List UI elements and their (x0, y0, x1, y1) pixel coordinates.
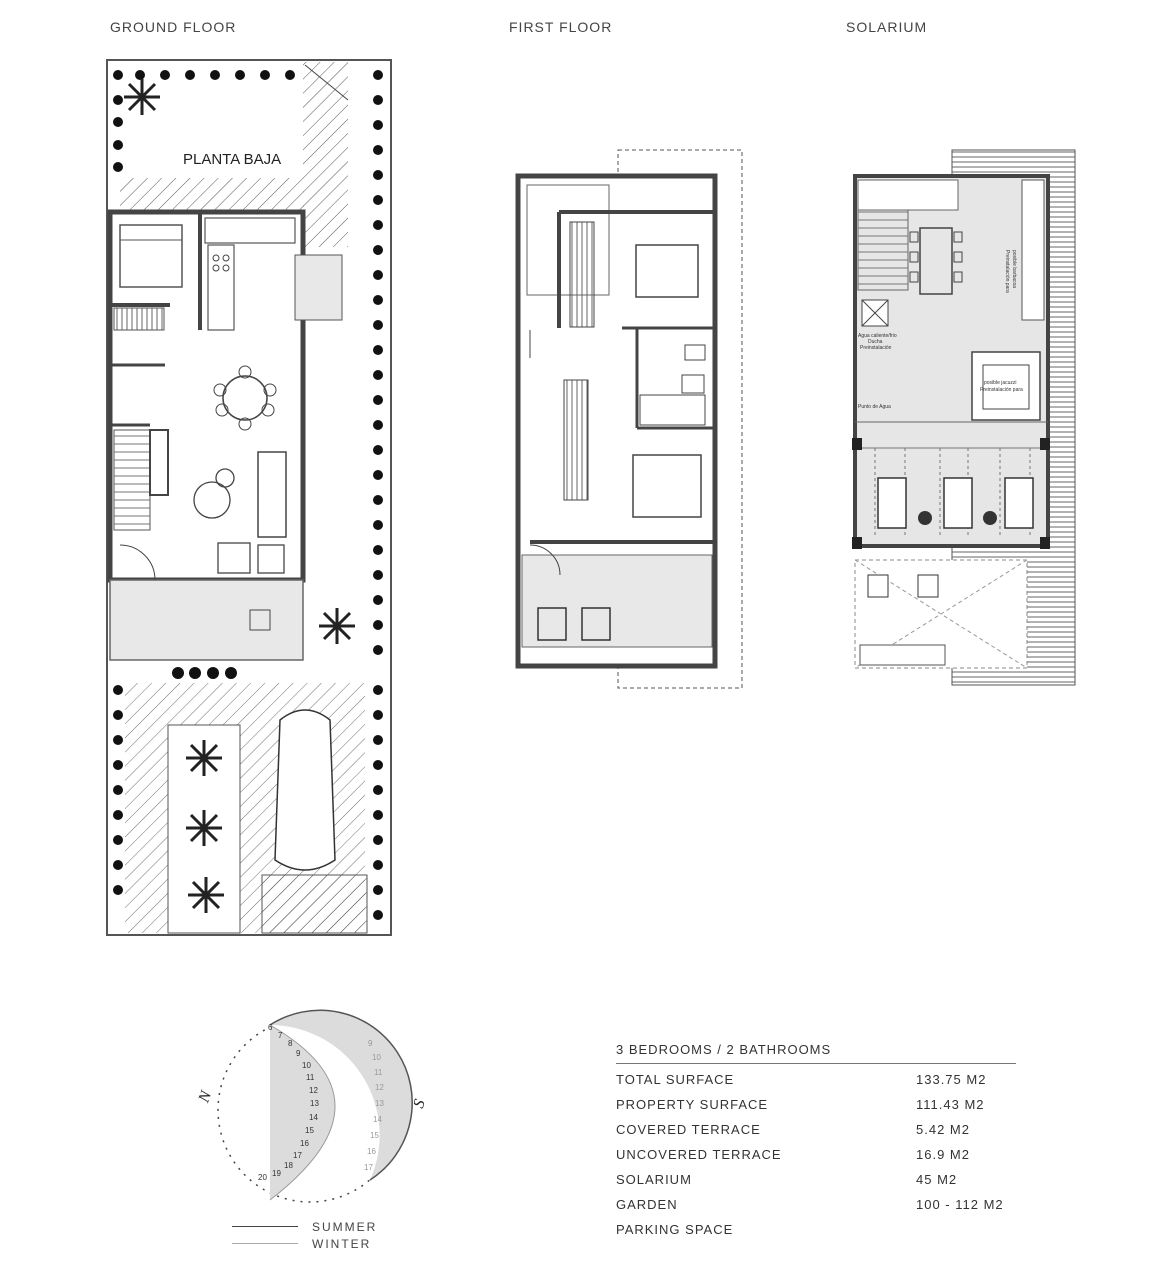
spec-row (616, 1197, 1016, 1222)
svg-text:12: 12 (375, 1083, 384, 1092)
spec-label: PARKING SPACE (616, 1222, 734, 1237)
svg-text:17: 17 (364, 1163, 373, 1172)
spec-label: GARDEN (616, 1197, 678, 1212)
spec-row (616, 1147, 1016, 1172)
svg-text:posible jacuzzi: posible jacuzzi (984, 380, 1017, 386)
svg-text:14: 14 (373, 1115, 382, 1124)
sun-path-diagram (195, 1010, 429, 1202)
specs-heading: 3 BEDROOMS / 2 BATHROOMS (616, 1042, 1016, 1064)
svg-text:Preinstalación para: Preinstalación para (1004, 250, 1010, 293)
south-label: S (410, 1097, 429, 1111)
spec-value (916, 1222, 1016, 1247)
property-specs (616, 1042, 1016, 1247)
svg-text:7: 7 (278, 1031, 283, 1040)
legend-winter (232, 1235, 377, 1252)
svg-text:16: 16 (367, 1147, 376, 1156)
svg-text:9: 9 (296, 1049, 301, 1058)
svg-text:15: 15 (370, 1131, 379, 1140)
legend-summer (232, 1218, 377, 1235)
first-floor-plan (518, 150, 742, 688)
svg-text:12: 12 (309, 1086, 318, 1095)
spec-value: 16.9 M2 (916, 1147, 970, 1162)
spec-value: 133.75 M2 (916, 1072, 987, 1087)
svg-text:Punto de Agua: Punto de Agua (858, 404, 891, 410)
first-floor-title: FIRST FLOOR (509, 19, 613, 35)
spec-label: TOTAL SURFACE (616, 1072, 735, 1087)
spec-label: PROPERTY SURFACE (616, 1097, 769, 1112)
svg-text:Preinstalación: Preinstalación (860, 345, 892, 351)
svg-text:8: 8 (288, 1039, 293, 1048)
svg-text:17: 17 (293, 1151, 302, 1160)
svg-text:10: 10 (372, 1053, 381, 1062)
planta-baja-label: PLANTA BAJA (183, 151, 282, 168)
svg-text:11: 11 (306, 1073, 315, 1082)
spec-value: 100 - 112 M2 (916, 1197, 1004, 1212)
svg-text:Preinstalación para: Preinstalación para (980, 387, 1023, 393)
winter-line-icon (232, 1243, 298, 1244)
svg-text:9: 9 (368, 1039, 373, 1048)
spec-value: 111.43 M2 (916, 1097, 985, 1112)
svg-text:18: 18 (284, 1161, 293, 1170)
solarium-title: SOLARIUM (846, 19, 928, 35)
svg-text:posible barbacoa: posible barbacoa (1011, 250, 1017, 289)
spec-row (616, 1122, 1016, 1147)
spec-row (616, 1072, 1016, 1097)
svg-text:6: 6 (268, 1023, 273, 1032)
spec-label: SOLARIUM (616, 1172, 692, 1187)
svg-text:11: 11 (374, 1068, 383, 1077)
svg-text:20: 20 (258, 1173, 267, 1182)
ground-floor-plan (107, 60, 391, 935)
svg-text:13: 13 (375, 1099, 384, 1108)
spec-row (616, 1222, 1016, 1247)
legend-summer-label: SUMMER (312, 1219, 378, 1234)
summer-line-icon (232, 1226, 298, 1227)
svg-text:14: 14 (309, 1113, 318, 1122)
svg-text:10: 10 (302, 1061, 311, 1070)
sun-legend (232, 1218, 377, 1252)
north-label: N (195, 1088, 216, 1105)
ground-floor-title: GROUND FLOOR (110, 19, 237, 35)
svg-text:15: 15 (305, 1126, 314, 1135)
svg-text:Ducha: Ducha (868, 339, 883, 345)
spec-row (616, 1172, 1016, 1197)
solarium-plan (852, 150, 1075, 685)
spec-value: 45 M2 (916, 1172, 958, 1187)
svg-text:Agua caliente/frio: Agua caliente/frio (858, 333, 897, 339)
spec-label: UNCOVERED TERRACE (616, 1147, 782, 1162)
spec-row (616, 1097, 1016, 1122)
svg-text:13: 13 (310, 1099, 319, 1108)
spec-value: 5.42 M2 (916, 1122, 970, 1137)
svg-text:19: 19 (272, 1169, 281, 1178)
legend-winter-label: WINTER (312, 1236, 372, 1251)
svg-text:16: 16 (300, 1139, 309, 1148)
spec-label: COVERED TERRACE (616, 1122, 761, 1137)
